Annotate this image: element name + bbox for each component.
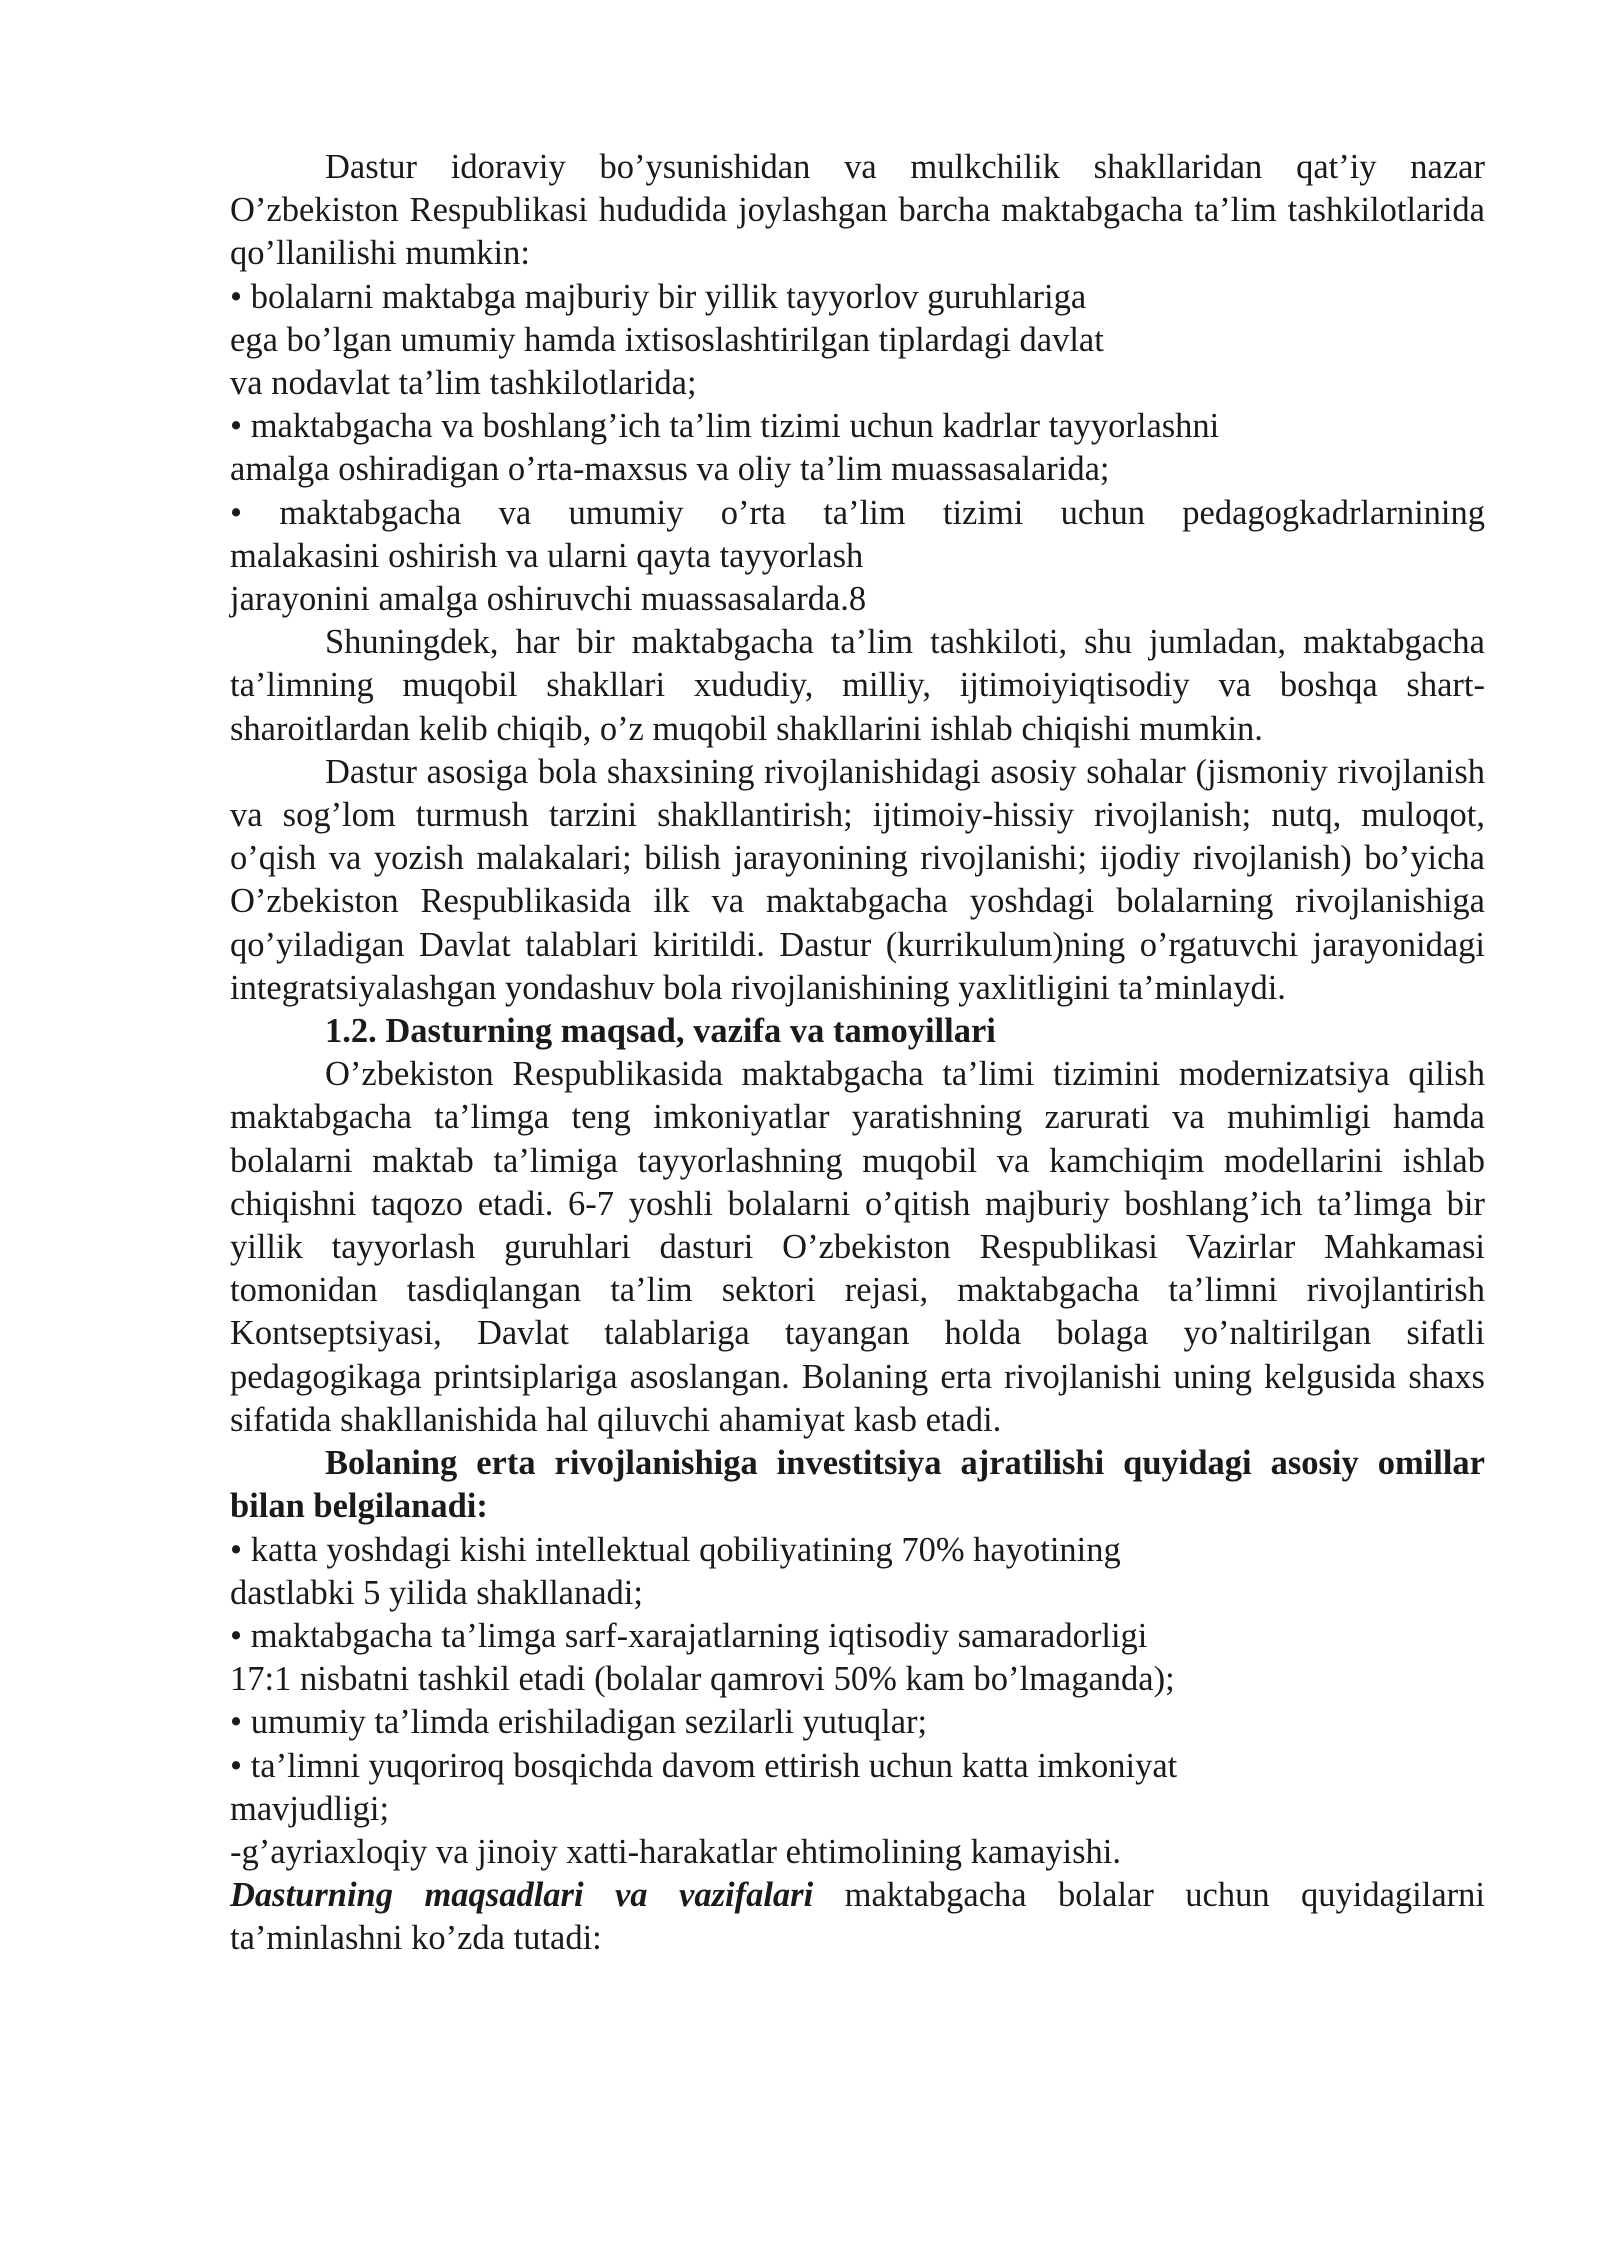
paragraph-program-basis: Dastur asosiga bola shaxsining rivojlanishidagi asosiy sohalar (jismoniy rivojlanish va sog’lom turmush tarzini shakllantirish; ijtimoiy-hissiy rivojlanish; nutq, muloqot, o’qish va yozish malakalari; bilish jarayonining rivojlanishi; ijodiy rivojlanish) bo’yicha O’zbekiston Respublikasida ilk va maktabgacha yoshdagi bolalarning rivojlanishiga qo’yiladigan Davlat talablari kiritildi. Dastur (kurrikulum)ning o’rgatuvchi jarayonidagi integratsiyalashgan yondashuv bola rivojlanishining yaxlitligini ta’minlaydi. bbox=[230, 752, 1485, 1007]
bullet-list-factors bbox=[230, 1529, 1485, 1875]
list-item: • ta’limni yuqoriroq bosqichda davom ettirish uchun katta imkoniyat bbox=[230, 1746, 1178, 1785]
list-item-continuation: mavjudligi; bbox=[230, 1789, 390, 1828]
list-item: -g’ayriaxloqiy va jinoiy xatti-harakatlar ehtimolining kamayishi. bbox=[230, 1832, 1122, 1871]
document-page bbox=[230, 146, 1485, 1961]
paragraph-investment-factors: Bolaning erta rivojlanishiga investitsiya ajratilishi quyidagi asosiy omillar bilan belgilanadi: bbox=[230, 1444, 1485, 1526]
list-item: • maktabgacha ta’limga sarf-xarajatlarning iqtisodiy samaradorligi bbox=[230, 1616, 1148, 1655]
paragraph-scope: Dastur idoraviy bo’ysunishidan va mulkchilik shakllaridan qat’iy nazar O’zbekiston Respublikasi hududida joylashgan barcha maktabgacha ta’lim tashkilotlarida qo’llanilishi mumkin: bbox=[230, 148, 1485, 273]
list-item-continuation: va nodavlat ta’lim tashkilotlarida; bbox=[230, 364, 697, 403]
list-item-continuation: dastlabki 5 yilida shakllanadi; bbox=[230, 1573, 643, 1612]
list-item-continuation: jarayonini amalga oshiruvchi muassasalarda.8 bbox=[230, 580, 867, 619]
paragraph-alternative-forms: Shuningdek, har bir maktabgacha ta’lim tashkiloti, shu jumladan, maktabgacha ta’limning muqobil shakllari xududiy, milliy, ijtimoiyiqtisodiy va boshqa shart-sharoitlardan kelib chiqib, o’z muqobil shakllarini ishlab chiqishi mumkin. bbox=[230, 623, 1485, 748]
list-item: • katta yoshdagi kishi intellektual qobiliyatining 70% hayotining bbox=[230, 1530, 1121, 1569]
list-item: • maktabgacha va boshlang’ich ta’lim tizimi uchun kadrlar tayyorlashni bbox=[230, 407, 1220, 446]
list-item-continuation: 17:1 nisbatni tashkil etadi (bolalar qamrovi 50% kam bo’lmaganda); bbox=[230, 1660, 1175, 1699]
list-item-continuation: malakasini oshirish va ularni qayta tayyorlash bbox=[230, 536, 864, 575]
list-item: • maktabgacha va umumiy o’rta ta’lim tizimi uchun pedagogkadrlarnining bbox=[230, 493, 1485, 532]
paragraph-modernization: O’zbekiston Respublikasida maktabgacha ta’limi tizimini modernizatsiya qilish maktabgacha ta’limga teng imkoniyatlar yaratishning zarurati va muhimligi hamda bolalarni maktab ta’limiga tayyorlashning muqobil va kamchiqim modellarini ishlab chiqishni taqozo etadi. 6-7 yoshli bolalarni o’qitish majburiy boshlang’ich ta’limga bir yillik tayyorlash guruhlari dasturi O’zbekiston Respublikasi Vazirlar Mahkamasi tomonidan tasdiqlangan ta’lim sektori rejasi, maktabgacha ta’limni rivojlantirish Kontseptsiyasi, Davlat talablariga tayangan holda bolaga yo’naltirilgan sifatli pedagogikaga printsiplariga asoslangan. Bolaning erta rivojlanishi uning kelgusida shaxs sifatida shakllanishida hal qiluvchi ahamiyat kasb etadi. bbox=[230, 1055, 1485, 1439]
paragraph-goals bbox=[230, 1874, 1485, 1960]
list-item: • bolalarni maktabga majburiy bir yillik tayyorlov guruhlariga bbox=[230, 277, 1087, 316]
list-item-continuation: amalga oshiradigan o’rta-maxsus va oliy ta’lim muassasalarida; bbox=[230, 450, 1110, 489]
section-heading: 1.2. Dasturning maqsad, vazifa va tamoyillari bbox=[325, 1012, 996, 1051]
list-item: • umumiy ta’limda erishiladigan sezilarli yutuqlar; bbox=[230, 1703, 928, 1742]
list-item-continuation: ega bo’lgan umumiy hamda ixtisoslashtirilgan tiplardagi davlat bbox=[230, 320, 1104, 359]
goals-emphasis: Dasturning maqsadlari va vazifalari bbox=[230, 1876, 814, 1915]
goals-text: maktabgacha bolalar uchun quyidagilarni ta’minlashni ko’zda tutadi: bbox=[230, 1876, 1485, 1958]
bullet-list-institutions bbox=[230, 276, 1485, 622]
